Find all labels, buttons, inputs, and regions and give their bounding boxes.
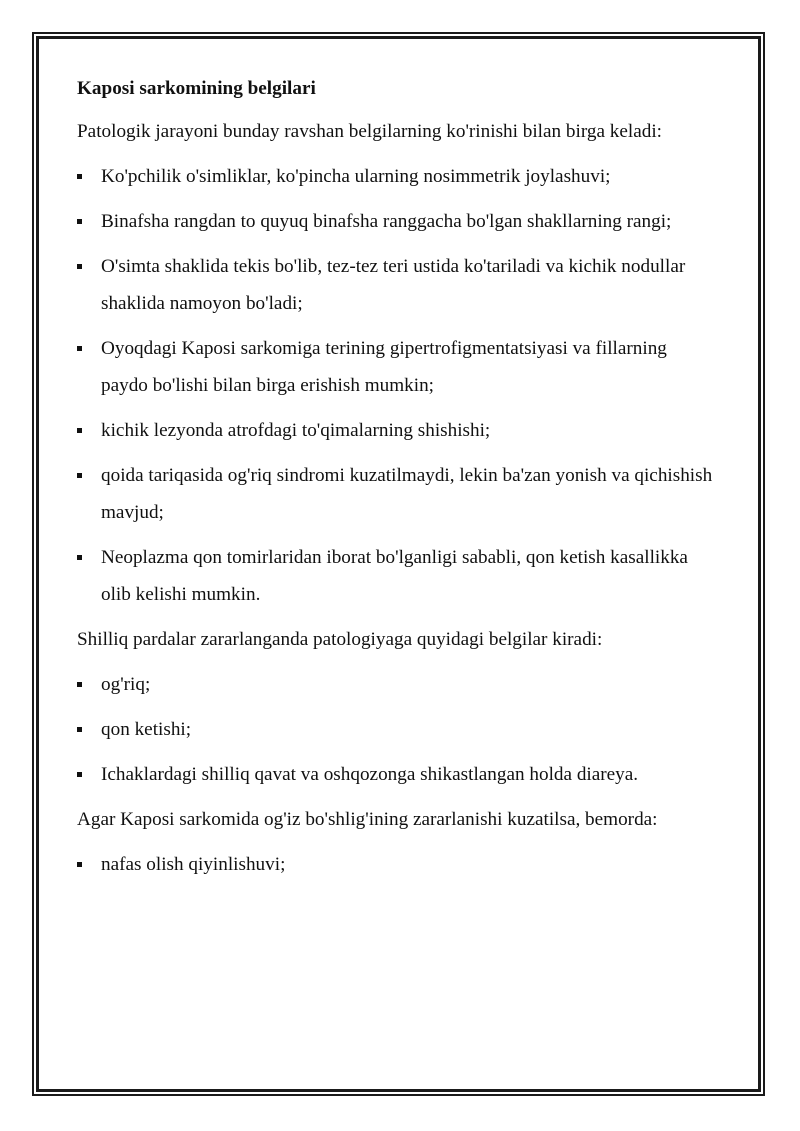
list-item: Oyoqdagi Kaposi sarkomiga terining gipertrofigmentatsiyasi va fillarning paydo bo'lishi bilan birga erishish mumkin; [77, 330, 717, 404]
list-item: Ko'pchilik o'simliklar, ko'pincha ularning nosimmetrik joylashuvi; [77, 158, 717, 195]
document-body [77, 74, 717, 891]
mucosa-paragraph: Shilliq pardalar zararlanganda patologiyaga quyidagi belgilar kiradi: [77, 629, 603, 650]
bullet-icon [77, 174, 82, 179]
list-item: Binafsha rangdan to quyuq binafsha ranggacha bo'lgan shakllarning rangi; [77, 203, 717, 240]
list-item: qon ketishi; [77, 711, 717, 748]
bullet-icon [77, 473, 82, 478]
bullet-icon [77, 346, 82, 351]
bullet-icon [77, 555, 82, 560]
list-item: kichik lezyonda atrofdagi to'qimalarning shishishi; [77, 412, 717, 449]
bullet-icon [77, 862, 82, 867]
list-item: og'riq; [77, 666, 717, 703]
bullet-icon [77, 219, 82, 224]
list-item: O'simta shaklida tekis bo'lib, tez-tez teri ustida ko'tariladi va kichik nodullar shaklida namoyon bo'ladi; [77, 248, 717, 322]
list-item: nafas olish qiyinlishuvi; [77, 846, 717, 883]
list-item: qoida tariqasida og'riq sindromi kuzatilmaydi, lekin ba'zan yonish va qichishish mavjud; [77, 457, 717, 531]
bullet-icon [77, 727, 82, 732]
intro-paragraph: Patologik jarayoni bunday ravshan belgilarning ko'rinishi bilan birga keladi: [77, 121, 663, 142]
bullet-icon [77, 682, 82, 687]
oral-paragraph: Agar Kaposi sarkomida og'iz bo'shlig'ining zararlanishi kuzatilsa, bemorda: [77, 809, 658, 830]
list-item: Neoplazma qon tomirlaridan iborat bo'lganligi sababli, qon ketish kasallikka olib kelishi mumkin. [77, 539, 717, 613]
symptom-list-oral [77, 846, 717, 883]
list-item: Ichaklardagi shilliq qavat va oshqozonga shikastlangan holda diareya. [77, 756, 717, 793]
symptom-list-mucosa [77, 666, 717, 793]
symptom-list-skin [77, 158, 717, 613]
bullet-icon [77, 772, 82, 777]
bullet-icon [77, 428, 82, 433]
section-title: Kaposi sarkomining belgilari [77, 78, 316, 99]
bullet-icon [77, 264, 82, 269]
